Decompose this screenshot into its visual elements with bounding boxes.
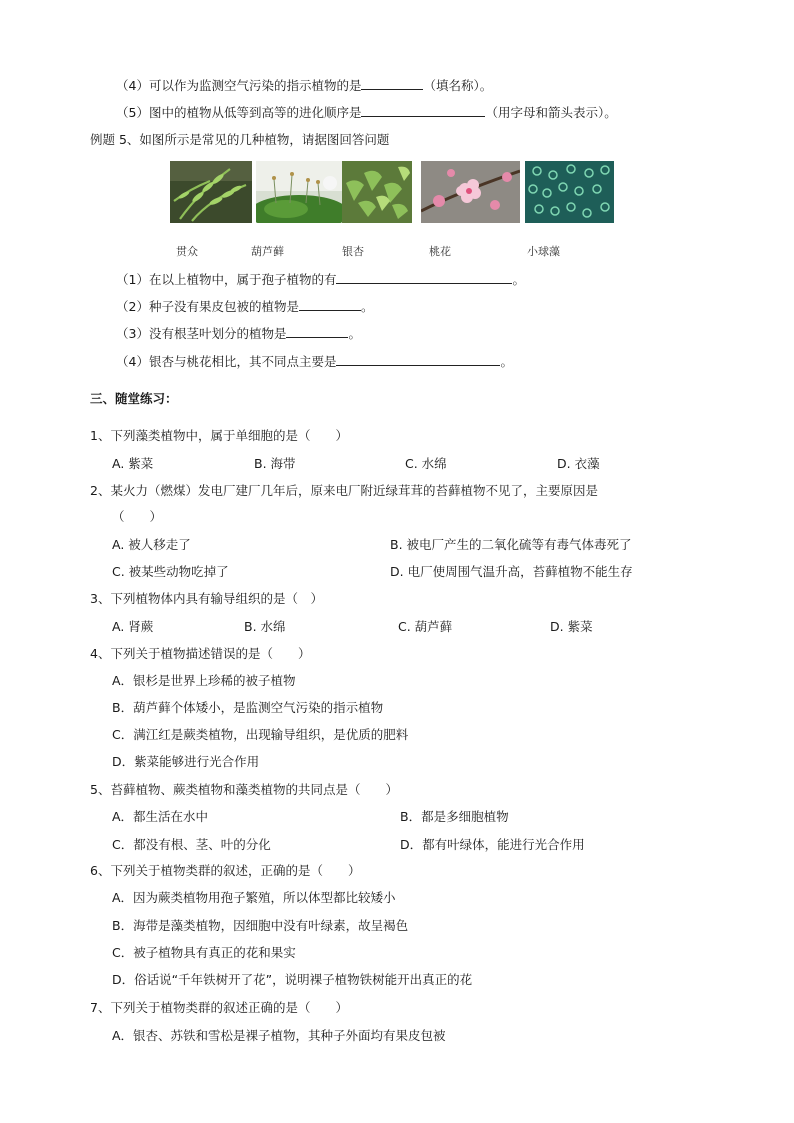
caption-peach-blossom: 桃花 <box>429 245 451 258</box>
question-stem: 4、下列关于植物描述错误的是（ ） <box>90 646 311 661</box>
example4-q5: （5）图中的植物从低等到高等的进化顺序是 （用字母和箭头表示）。 <box>116 105 617 120</box>
option[interactable]: D. 紫菜 <box>550 619 593 634</box>
answer-blank[interactable] <box>336 270 512 284</box>
option[interactable]: C．满江红是蕨类植物，出现输导组织，是优质的肥料 <box>112 727 409 742</box>
answer-blank[interactable] <box>361 103 485 117</box>
caption-hulu-moss: 葫芦藓 <box>251 245 284 258</box>
option[interactable]: A．因为蕨类植物用孢子繁殖，所以体型都比较矮小 <box>112 890 396 905</box>
option[interactable]: D．都有叶绿体，能进行光合作用 <box>400 837 585 852</box>
option[interactable]: B．都是多细胞植物 <box>400 809 509 824</box>
example5-q1: （1）在以上植物中，属于孢子植物的有 。 <box>116 272 525 287</box>
example5-q3: （3）没有根茎叶划分的植物是 。 <box>116 326 361 341</box>
question-stem-cont: （ ） <box>112 509 163 524</box>
option[interactable]: B. 海带 <box>254 456 296 471</box>
option[interactable]: D．俗话说“千年铁树开了花”，说明裸子植物铁树能开出真正的花 <box>112 972 473 987</box>
question-stem: 7、下列关于植物类群的叙述正确的是（ ） <box>90 1000 348 1015</box>
option[interactable]: C. 葫芦藓 <box>398 619 453 634</box>
fern-image <box>170 161 252 223</box>
question-stem: 2、某火力（燃煤）发电厂建厂几年后，原来电厂附近绿茸茸的苔藓植物不见了，主要原因是 <box>90 483 598 498</box>
peach-blossom-image <box>421 161 520 223</box>
option[interactable]: D．紫菜能够进行光合作用 <box>112 754 260 769</box>
option[interactable]: D. 电厂使周围气温升高，苔藓植物不能生存 <box>390 564 633 579</box>
option[interactable]: C．都没有根、茎、叶的分化 <box>112 837 271 852</box>
moss-image <box>256 161 342 223</box>
example5-q4: （4）银杏与桃花相比，其不同点主要是 。 <box>116 354 513 369</box>
option[interactable]: B．葫芦藓个体矮小，是监测空气污染的指示植物 <box>112 700 384 715</box>
option[interactable]: A．都生活在水中 <box>112 809 209 824</box>
caption-guanzhong: 贯众 <box>176 245 198 258</box>
section-title: 三、随堂练习： <box>90 391 178 406</box>
question-stem: 3、下列植物体内具有输导组织的是（ ） <box>90 591 323 606</box>
answer-blank[interactable] <box>299 297 361 311</box>
example5-title: 例题 5、如图所示是常见的几种植物，请据图回答问题 <box>90 132 390 147</box>
example5-q2: （2）种子没有果皮包被的植物是 。 <box>116 299 374 314</box>
answer-blank[interactable] <box>336 352 500 366</box>
ginkgo-image <box>342 161 412 223</box>
option[interactable]: A. 紫菜 <box>112 456 154 471</box>
option[interactable]: C. 被某些动物吃掉了 <box>112 564 229 579</box>
option[interactable]: B. 水绵 <box>244 619 286 634</box>
example4-q4: （4）可以作为监测空气污染的指示植物的是 （填名称）。 <box>116 78 493 93</box>
question-stem: 5、苔藓植物、蕨类植物和藻类植物的共同点是（ ） <box>90 782 398 797</box>
caption-ginkgo: 银杏 <box>342 245 364 258</box>
option[interactable]: A．银杏、苏铁和雪松是裸子植物，其种子外面均有果皮包被 <box>112 1028 446 1043</box>
chlorella-image <box>525 161 614 223</box>
option[interactable]: A. 被人移走了 <box>112 537 191 552</box>
option[interactable]: A．银杉是世界上珍稀的被子植物 <box>112 673 296 688</box>
option[interactable]: C. 水绵 <box>405 456 447 471</box>
caption-chlorella: 小球藻 <box>527 245 560 258</box>
option[interactable]: D. 衣藻 <box>557 456 600 471</box>
option[interactable]: A. 肾蕨 <box>112 619 154 634</box>
option[interactable]: B. 被电厂产生的二氧化硫等有毒气体毒死了 <box>390 537 632 552</box>
question-stem: 6、下列关于植物类群的叙述，正确的是（ ） <box>90 863 361 878</box>
option[interactable]: B．海带是藻类植物，因细胞中没有叶绿素，故呈褐色 <box>112 918 409 933</box>
option[interactable]: C．被子植物具有真正的花和果实 <box>112 945 296 960</box>
answer-blank[interactable] <box>361 76 423 90</box>
answer-blank[interactable] <box>286 324 348 338</box>
question-stem: 1、下列藻类植物中，属于单细胞的是（ ） <box>90 428 348 443</box>
